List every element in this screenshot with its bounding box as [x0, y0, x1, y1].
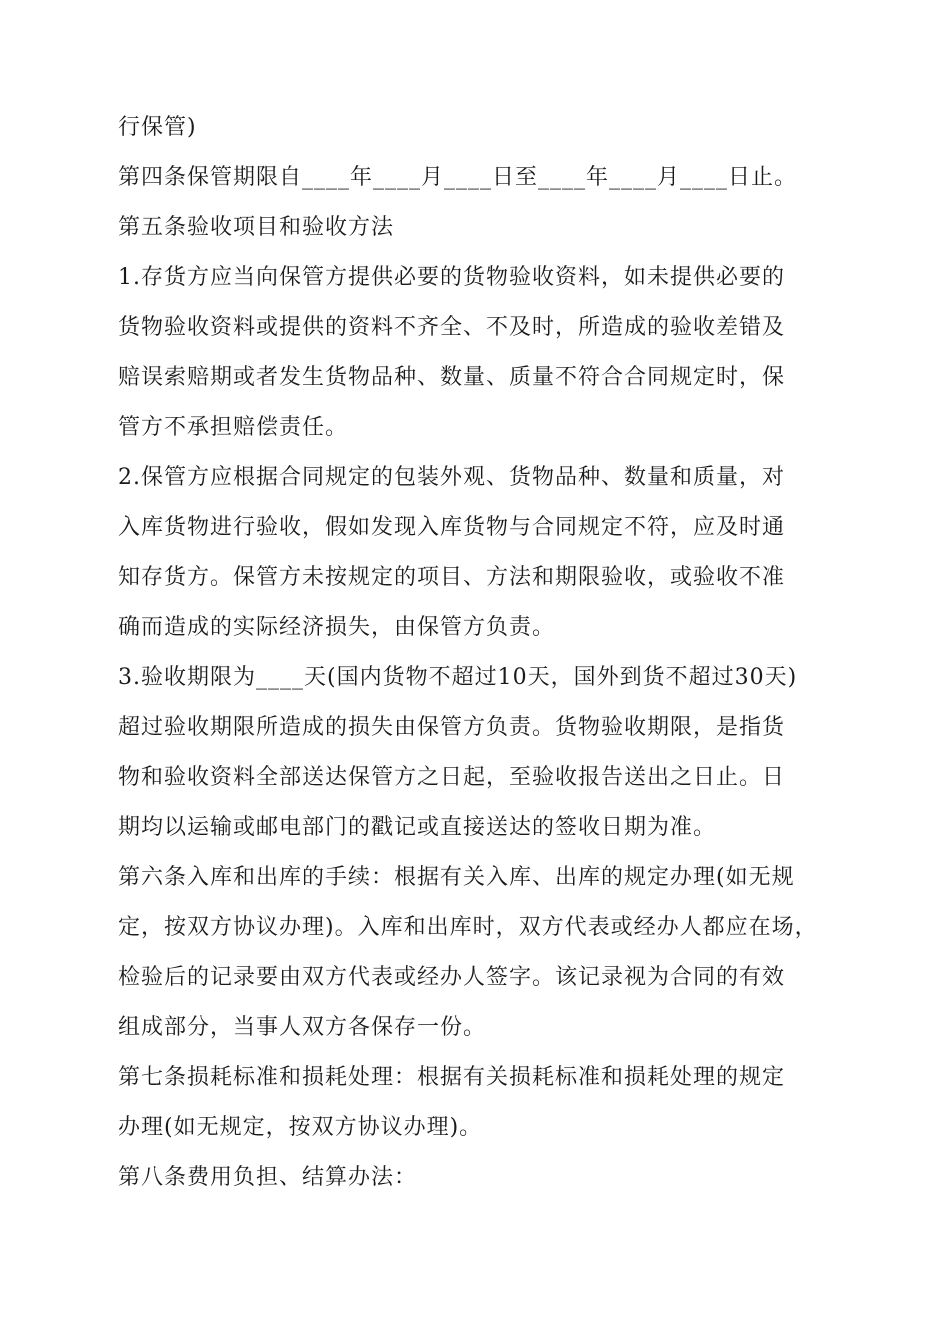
text-line: 物和验收资料全部送达保管方之日起，至验收报告送出之日止。日: [118, 765, 786, 790]
text-line: 管方不承担赔偿责任。: [118, 415, 349, 440]
text-line: 定，按双方协议办理)。入库和出库时，双方代表或经办人都应在场，: [118, 915, 818, 940]
text-line: 第四条保管期限自____年____月____日至____年____月____日止。: [118, 165, 798, 190]
text-line: 第六条入库和出库的手续：根据有关入库、出库的规定办理(如无规: [118, 865, 795, 890]
document-body: [118, 103, 838, 1203]
text-line: 入库货物进行验收，假如发现入库货物与合同规定不符，应及时通: [118, 515, 786, 540]
text-line: 期均以运输或邮电部门的戳记或直接送达的签收日期为准。: [118, 815, 717, 840]
text-line: 3.验收期限为____天(国内货物不超过10天，国外到货不超过30天): [118, 665, 798, 690]
text-line: 组成部分，当事人双方各保存一份。: [118, 1015, 487, 1040]
text-line: 确而造成的实际经济损失，由保管方负责。: [118, 615, 556, 640]
text-line: 知存货方。保管方未按规定的项目、方法和期限验收，或验收不准: [118, 565, 786, 590]
text-line: 第七条损耗标准和损耗处理：根据有关损耗标准和损耗处理的规定: [118, 1065, 786, 1090]
text-line: 第八条费用负担、结算办法：: [118, 1165, 418, 1190]
text-line: 超过验收期限所造成的损失由保管方负责。货物验收期限，是指货: [118, 715, 786, 740]
text-line: 行保管): [118, 115, 197, 140]
section-heading: 第五条验收项目和验收方法: [118, 215, 395, 240]
text-line: 办理(如无规定，按双方协议办理)。: [118, 1115, 483, 1140]
text-line: 赔误索赔期或者发生货物品种、数量、质量不符合合同规定时，保: [118, 365, 786, 390]
text-line: 2.保管方应根据合同规定的包装外观、货物品种、数量和质量，对: [118, 465, 785, 490]
text-line: 检验后的记录要由双方代表或经办人签字。该记录视为合同的有效: [118, 965, 786, 990]
text-line: 1.存货方应当向保管方提供必要的货物验收资料，如未提供必要的: [118, 265, 785, 290]
text-line: 货物验收资料或提供的资料不齐全、不及时，所造成的验收差错及: [118, 315, 786, 340]
